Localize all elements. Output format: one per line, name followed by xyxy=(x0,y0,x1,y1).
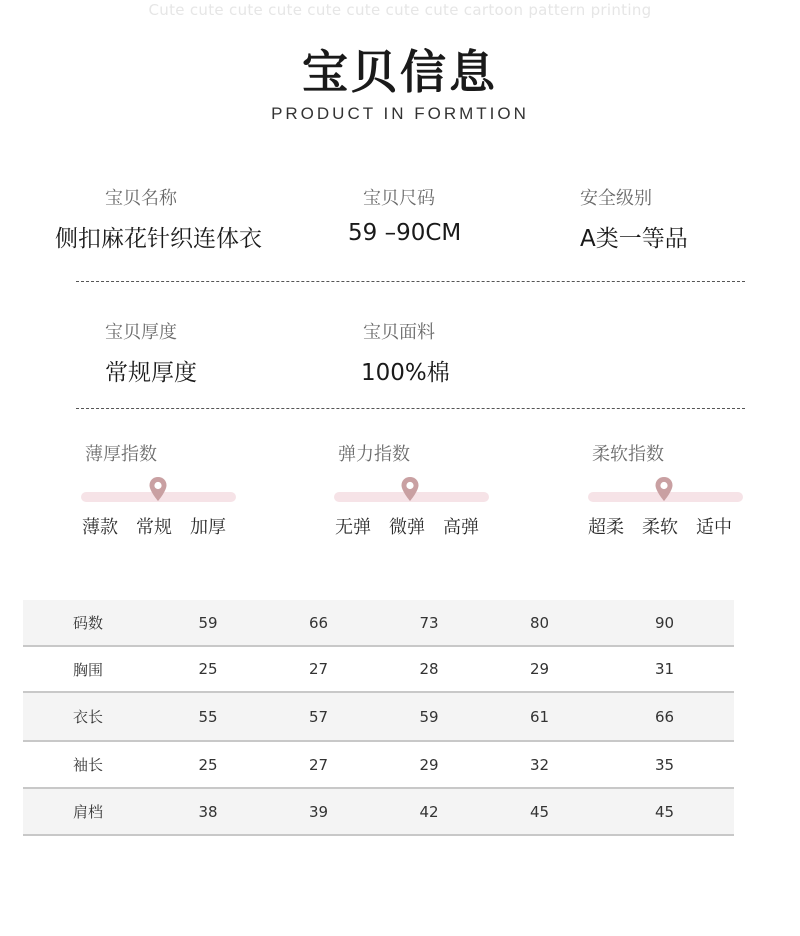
table-cell: 29 xyxy=(484,646,595,692)
table-cell: 35 xyxy=(595,741,734,788)
table-row xyxy=(23,646,734,692)
table-cell: 27 xyxy=(263,741,374,788)
table-cell: 45 xyxy=(484,788,595,835)
row-label: 肩档 xyxy=(23,788,153,835)
table-cell: 55 xyxy=(153,692,263,741)
table-row xyxy=(23,692,734,741)
index-option: 无弹 xyxy=(335,517,371,538)
table-cell: 45 xyxy=(595,788,734,835)
size-label: 宝贝尺码 xyxy=(363,188,435,209)
table-cell: 25 xyxy=(153,646,263,692)
divider xyxy=(76,281,745,282)
index-option: 柔软 xyxy=(642,517,678,538)
index-option: 常规 xyxy=(136,517,172,538)
index-option: 超柔 xyxy=(588,517,624,538)
index-title: 薄厚指数 xyxy=(85,444,157,465)
table-cell: 66 xyxy=(263,600,374,646)
table-cell: 32 xyxy=(484,741,595,788)
softness-index xyxy=(588,440,748,540)
fabric-value: 100%棉 xyxy=(361,360,450,386)
elasticity-index xyxy=(334,440,494,540)
table-row xyxy=(23,741,734,788)
table-cell: 73 xyxy=(374,600,484,646)
fabric-label: 宝贝面料 xyxy=(363,322,435,343)
name-value: 侧扣麻花针织连体衣 xyxy=(55,226,262,252)
safety-value: A类一等品 xyxy=(580,226,688,252)
row-label: 衣长 xyxy=(23,692,153,741)
table-row xyxy=(23,788,734,835)
table-cell: 38 xyxy=(153,788,263,835)
row-label: 胸围 xyxy=(23,646,153,692)
table-cell: 42 xyxy=(374,788,484,835)
thickness-label: 宝贝厚度 xyxy=(105,322,177,343)
banner-text: Cute cute cute cute cute cute cute cute cartoon pattern printing xyxy=(148,1,652,19)
page-title: 宝贝信息 xyxy=(302,45,498,99)
thickness-value: 常规厚度 xyxy=(105,360,197,386)
table-cell: 25 xyxy=(153,741,263,788)
row-label: 码数 xyxy=(23,600,153,646)
safety-label: 安全级别 xyxy=(580,188,652,209)
index-title: 柔软指数 xyxy=(592,444,664,465)
index-option: 高弹 xyxy=(443,517,479,538)
location-pin-icon xyxy=(148,476,168,502)
table-cell: 80 xyxy=(484,600,595,646)
index-title: 弹力指数 xyxy=(338,444,410,465)
table-cell: 31 xyxy=(595,646,734,692)
table-cell: 57 xyxy=(263,692,374,741)
index-option: 加厚 xyxy=(190,517,226,538)
table-cell: 59 xyxy=(374,692,484,741)
size-value: 59 –90CM xyxy=(348,220,462,246)
index-option: 微弹 xyxy=(389,517,425,538)
table-cell: 66 xyxy=(595,692,734,741)
table-cell: 90 xyxy=(595,600,734,646)
index-option: 薄款 xyxy=(82,517,118,538)
location-pin-icon xyxy=(654,476,674,502)
name-label: 宝贝名称 xyxy=(105,188,177,209)
divider xyxy=(76,408,745,409)
location-pin-icon xyxy=(400,476,420,502)
table-cell: 59 xyxy=(153,600,263,646)
table-cell: 28 xyxy=(374,646,484,692)
table-cell: 39 xyxy=(263,788,374,835)
table-cell: 61 xyxy=(484,692,595,741)
thickness-index xyxy=(81,440,241,540)
table-cell: 27 xyxy=(263,646,374,692)
row-label: 袖长 xyxy=(23,741,153,788)
size-table xyxy=(23,600,734,836)
page-subtitle: PRODUCT IN FORMTION xyxy=(271,104,529,123)
index-option: 适中 xyxy=(696,517,732,538)
table-row xyxy=(23,600,734,646)
table-cell: 29 xyxy=(374,741,484,788)
